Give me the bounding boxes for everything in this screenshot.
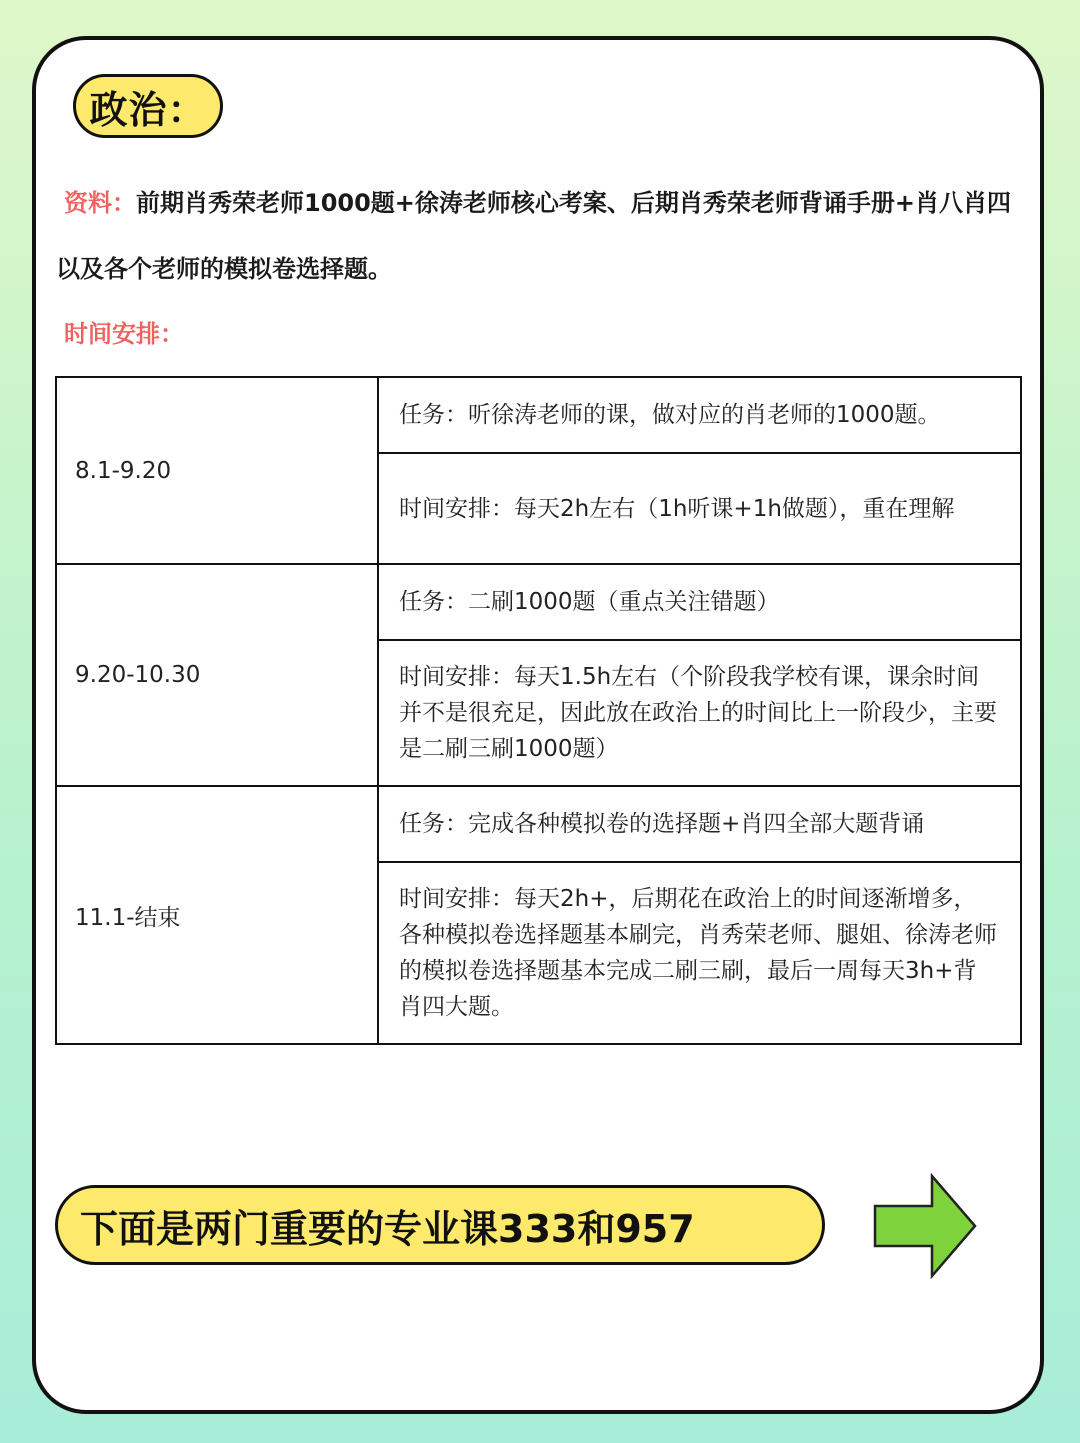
time-cell: 时间安排：每天2h左右（1h听课+1h做题），重在理解 [378, 453, 1021, 564]
time-cell: 时间安排：每天2h+，后期花在政治上的时间逐渐增多，各种模拟卷选择题基本刷完，肖秀荣老师、腿姐、徐涛老师的模拟卷选择题基本完成二刷三刷，最后一周每天3h+背肖四大题。 [378, 862, 1021, 1044]
materials-text: 前期肖秀荣老师1000题+徐涛老师核心考案、后期肖秀荣老师背诵手册+肖八肖四以及各个老师的模拟卷选择题。 [56, 189, 1012, 283]
arrow-right-icon [872, 1173, 978, 1279]
next-section-text: 下面是两门重要的专业课333和957 [80, 1206, 695, 1251]
materials-label: 资料： [64, 189, 136, 217]
period-cell: 8.1-9.20 [56, 377, 378, 564]
period-cell: 11.1-结束 [56, 786, 378, 1044]
table-row [56, 564, 1021, 640]
table-row [56, 786, 1021, 862]
period-cell: 9.20-10.30 [56, 564, 378, 786]
section-title: 政治： [89, 87, 207, 132]
task-cell: 任务：听徐涛老师的课，做对应的肖老师的1000题。 [378, 377, 1021, 453]
task-cell: 任务：完成各种模拟卷的选择题+肖四全部大题背诵 [378, 786, 1021, 862]
content-card [32, 36, 1044, 1414]
study-plan-table [55, 376, 1022, 1045]
section-title-badge [73, 74, 223, 138]
next-section-banner [55, 1185, 825, 1265]
task-cell: 任务：二刷1000题（重点关注错题） [378, 564, 1021, 640]
materials-paragraph [56, 170, 1028, 302]
schedule-label: 时间安排： [64, 320, 184, 348]
time-cell: 时间安排：每天1.5h左右（个阶段我学校有课，课余时间并不是很充足，因此放在政治上的时间比上一阶段少，主要是二刷三刷1000题） [378, 640, 1021, 786]
table-row [56, 377, 1021, 453]
